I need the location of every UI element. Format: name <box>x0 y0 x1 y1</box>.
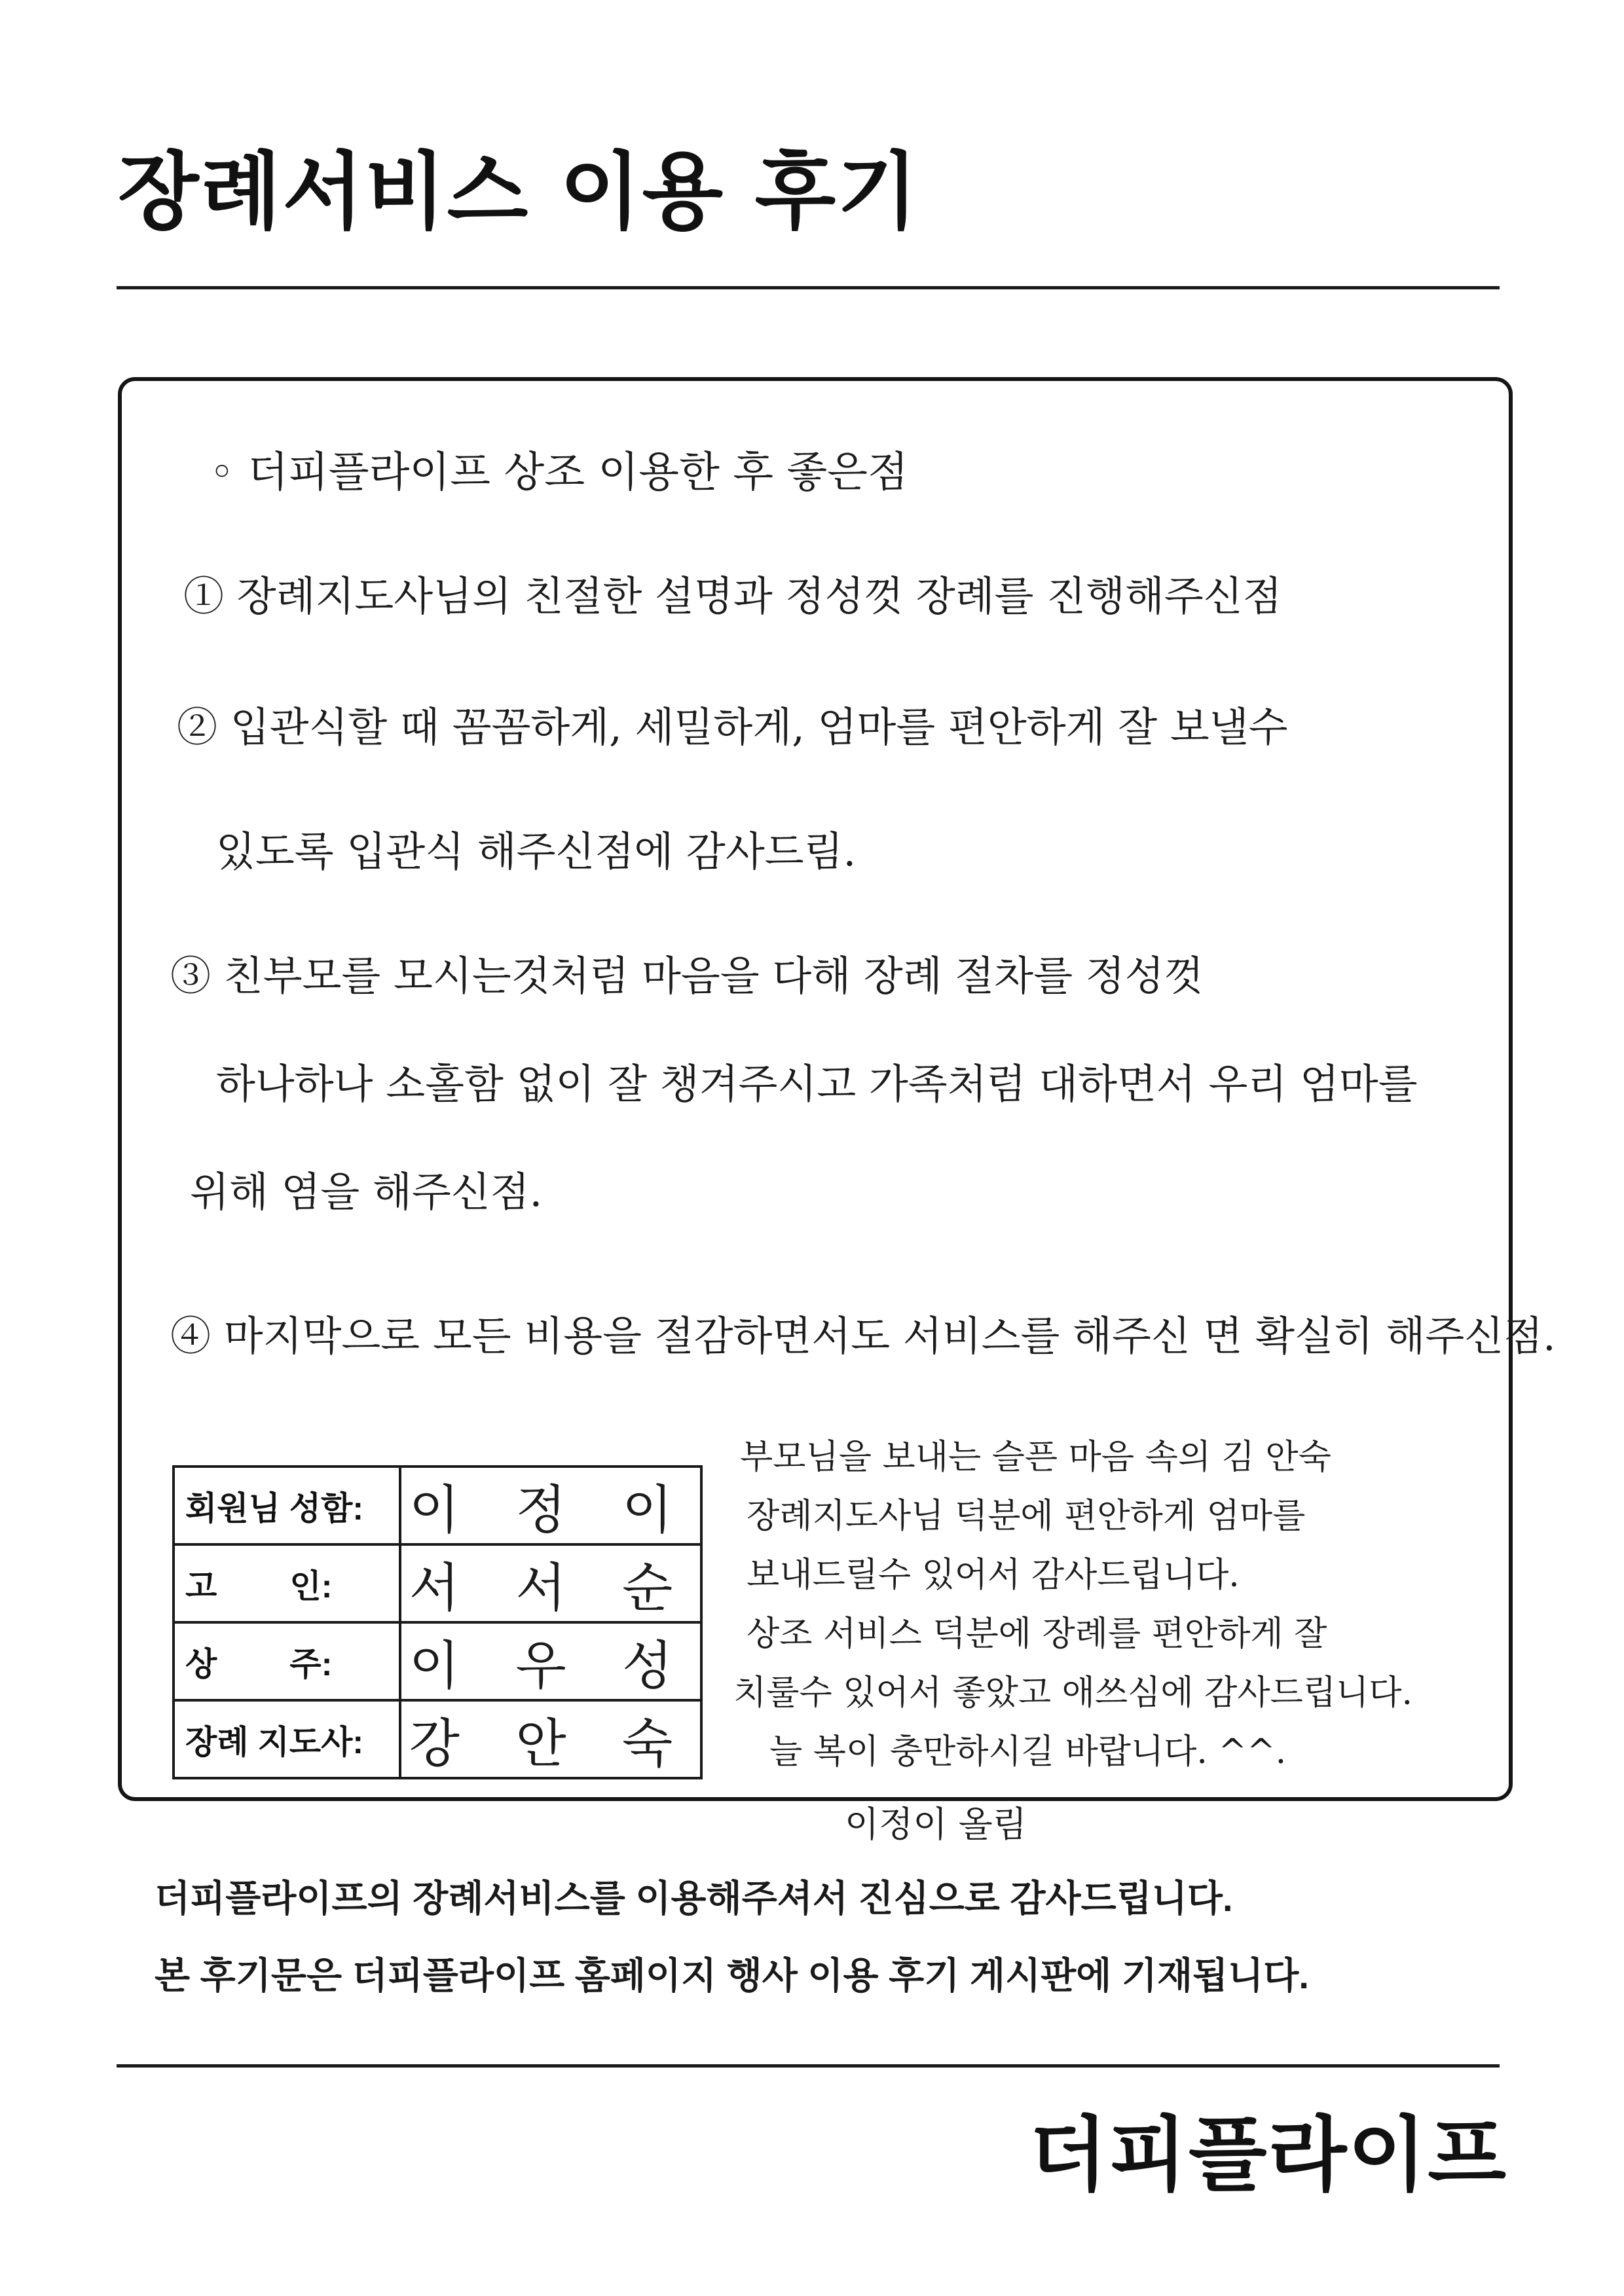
note-line: 장례지도사님 덕분에 편안하게 엄마를 <box>747 1497 1306 1536</box>
funeral-director-label: 장례 지도사: <box>174 1700 400 1778</box>
review-line: 하나하나 소홀함 없이 잘 챙겨주시고 가족처럼 대하면서 우리 엄마를 <box>216 1060 1418 1108</box>
deceased-label: 고 인: <box>174 1544 400 1622</box>
review-line: ④ 마지막으로 모든 비용을 절감하면서도 서비스를 해주신 면 확실히 해주신점. <box>170 1312 1556 1360</box>
note-line: 보내드릴수 있어서 감사드립니다. <box>747 1556 1240 1595</box>
chief-mourner-value: 이 우 성 <box>400 1622 701 1700</box>
signature: 이정이 올림 <box>845 1804 1027 1845</box>
table-row <box>174 1544 701 1622</box>
note-line: 부모님을 보내는 슬픈 마음 속의 김 안숙 <box>740 1438 1331 1477</box>
member-name-value: 이 정 이 <box>400 1467 701 1544</box>
thanks-text: 더피플라이프의 장례서비스를 이용해주셔서 진심으로 감사드립니다. <box>155 1878 1233 1919</box>
review-line: 있도록 입관식 해주신점에 감사드림. <box>216 828 857 875</box>
table-row <box>174 1622 701 1700</box>
member-name-label: 회원님 성함: <box>174 1467 400 1544</box>
page-title: 장례서비스 이용 후기 <box>118 143 919 241</box>
note-line: 치룰수 있어서 좋았고 애쓰심에 감사드립니다. <box>733 1673 1413 1713</box>
posting-notice: 본 후기문은 더피플라이프 홈페이지 행사 이용 후기 게시판에 기재됩니다. <box>155 1955 1309 1996</box>
review-line: ② 입관식할 때 꼼꼼하게, 세밀하게, 엄마를 편안하게 잘 보낼수 <box>177 703 1288 751</box>
funeral-director-value: 강 안 숙 <box>400 1700 701 1778</box>
note-line: 상조 서비스 덕분에 장례를 편안하게 잘 <box>747 1614 1327 1654</box>
chief-mourner-label: 상 주: <box>174 1622 400 1700</box>
review-line: ③ 친부모를 모시는것처럼 마음을 다해 장례 절차를 정성껏 <box>170 952 1204 1000</box>
footer-divider <box>117 2064 1500 2068</box>
brand-logo: 더피플라이프 <box>1029 2108 1507 2202</box>
table-row <box>174 1467 701 1544</box>
title-divider <box>117 286 1500 289</box>
review-heading: ◦ 더피플라이프 상조 이용한 후 좋은점 <box>210 448 908 497</box>
deceased-value: 서 서 순 <box>400 1544 701 1622</box>
review-line: ① 장례지도사님의 친절한 설명과 정성껏 장례를 진행해주신점 <box>183 572 1282 620</box>
review-line: 위해 염을 해주신점. <box>190 1168 543 1216</box>
info-table <box>172 1465 703 1779</box>
note-line: 늘 복이 충만하시길 바랍니다. ^^. <box>769 1732 1287 1772</box>
table-row <box>174 1700 701 1778</box>
